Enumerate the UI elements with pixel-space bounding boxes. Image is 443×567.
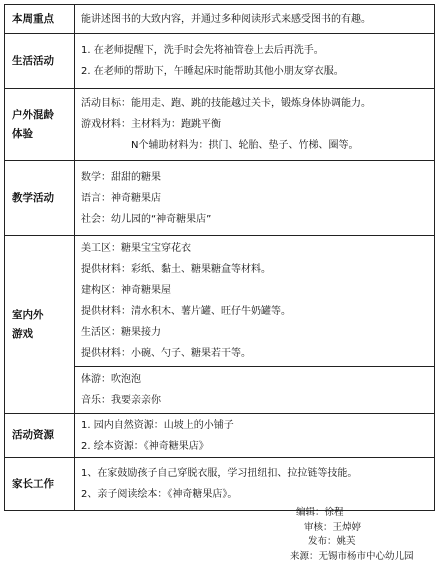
header-line: 室内外: [12, 308, 44, 321]
row-header: 家长工作: [5, 458, 75, 511]
row-weekly-focus: [5, 5, 435, 34]
row-header: 本周重点: [5, 5, 75, 34]
row-teaching-activities: [5, 161, 435, 236]
content-line: 游戏材料：主材料为：跑跳平衡: [81, 119, 221, 130]
publisher-credit: 发布：姚芙: [308, 536, 356, 547]
content-line: 体游：吹泡泡: [81, 374, 141, 385]
row-indoor-outdoor-games: [5, 236, 435, 414]
editor-credit: 编辑：徐程: [296, 507, 344, 518]
row-content: [75, 89, 435, 161]
content-line: 美工区：糖果宝宝穿花衣: [81, 243, 191, 254]
content-line: 社会：幼儿园的“神奇糖果店”: [81, 213, 212, 225]
content-line: 1. 在老师提醒下，洗手时会先将袖管卷上去后再洗手。: [81, 45, 324, 56]
header-line: 游戏: [12, 327, 33, 340]
weekly-plan-table: [4, 4, 435, 511]
row-content: [75, 161, 435, 236]
content-line: 提供材料：清水积木、薯片罐、旺仔牛奶罐等。: [81, 306, 291, 317]
outdoor-games-section: [81, 367, 434, 413]
source-credit: 来源：无锡市杨市中心幼儿园: [290, 550, 414, 562]
content-line: 能讲述图书的大致内容，并通过多种阅读形式来感受图书的有趣。: [81, 13, 371, 25]
credits-block: [290, 506, 414, 564]
row-header: 活动资源: [5, 414, 75, 458]
content-line: 2. 在老师的帮助下，午睡起床时能帮助其他小朋友穿衣服。: [81, 66, 344, 77]
row-daily-life: [5, 34, 435, 89]
row-content: [75, 34, 435, 89]
row-parent-work: [5, 458, 435, 511]
row-header: [5, 89, 75, 161]
content-line: 数学：甜甜的糖果: [81, 171, 161, 183]
content-line: 活动目标：能用走、跑、跳的技能越过关卡，锻炼身体协调能力。: [81, 98, 371, 109]
row-content: [75, 236, 435, 414]
row-header: 教学活动: [5, 161, 75, 236]
reviewer-credit: 审核：王焯婷: [304, 521, 362, 533]
content-line: 1、在家鼓励孩子自己穿脱衣服，学习扭纽扣、拉拉链等技能。: [81, 468, 358, 479]
row-content: [75, 414, 435, 458]
content-line: 提供材料：彩纸、黏土、糖果糖盒等材料。: [81, 264, 271, 275]
header-line: 体验: [12, 127, 33, 140]
content-line: 2、亲子阅读绘本：《神奇糖果店》。: [81, 489, 238, 500]
row-activity-resources: [5, 414, 435, 458]
content-line: 生活区：糖果接力: [81, 327, 161, 338]
row-header: 生活活动: [5, 34, 75, 89]
content-line: 建构区：神奇糖果屋: [81, 285, 171, 296]
content-line: 语言：神奇糖果店: [81, 192, 161, 204]
content-line: N个辅助材料为：拱门、轮胎、垫子、竹梯、圈等。: [131, 140, 359, 151]
header-line: 户外混龄: [12, 108, 54, 121]
content-line: 音乐：我要亲亲你: [81, 395, 161, 406]
content-line: 1. 园内自然资源：山坡上的小铺子: [81, 419, 234, 431]
row-outdoor-mixed-age: [5, 89, 435, 161]
content-line: 提供材料：小碗、勺子、糖果若干等。: [81, 348, 251, 359]
content-line: 2. 绘本资源：《神奇糖果店》: [81, 440, 209, 452]
row-content: [75, 458, 435, 511]
row-header: [5, 236, 75, 414]
indoor-games-section: [81, 236, 434, 366]
row-content: [75, 5, 435, 34]
